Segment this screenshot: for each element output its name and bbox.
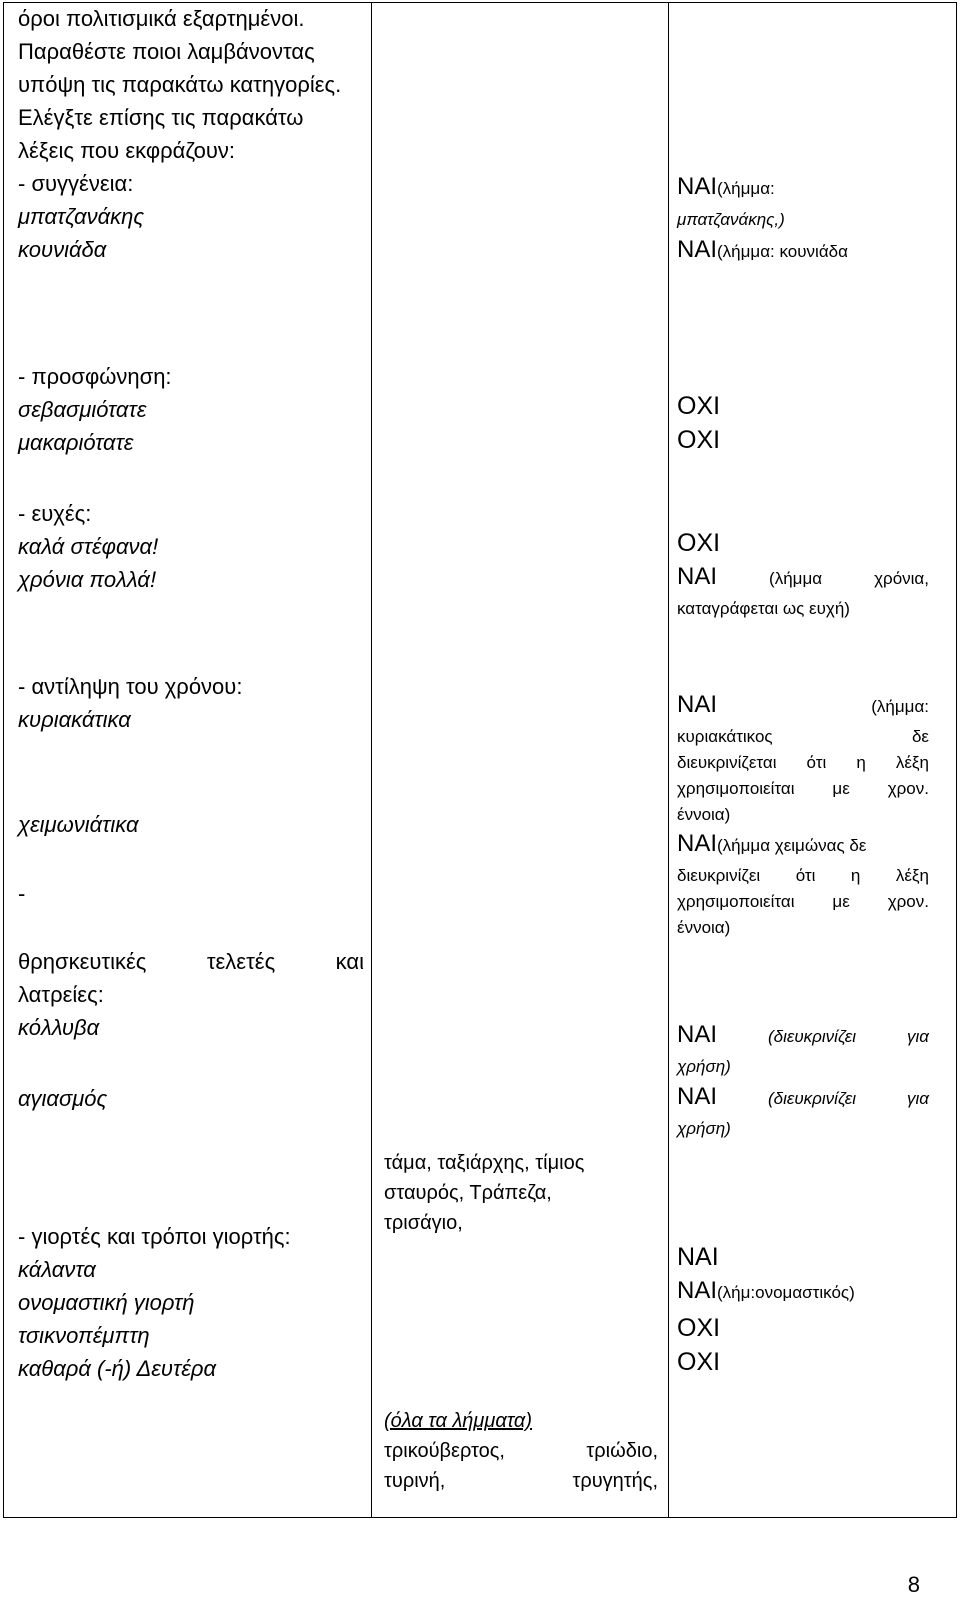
answer-note: (λήμμα: [769, 569, 823, 588]
answer-row: [677, 750, 929, 776]
all-entries-note: (όλα τα λήμματα): [384, 1410, 532, 1432]
answer-note: για: [907, 1089, 929, 1108]
text-row: [384, 1466, 658, 1496]
kinship-answers: [677, 170, 929, 270]
text-line: σταυρός, Τράπεζα,: [384, 1182, 552, 1204]
sunday-answer: [677, 688, 929, 941]
feasts-label: - γιορτές και τρόποι γιορτής:: [18, 1224, 291, 1249]
answer-row: [677, 1018, 929, 1054]
religion-section: [18, 945, 364, 1044]
religion-word: κόλλυβα: [18, 1015, 100, 1040]
text-row: [384, 1436, 658, 1466]
text-line: τάμα, ταξιάρχης, τίμιος: [384, 1152, 585, 1174]
answer-no: ΟΧΙ: [677, 1348, 721, 1376]
religion-word: αγιασμός: [18, 1086, 108, 1111]
text-word: η: [856, 753, 866, 772]
religion-answers: [677, 1018, 929, 1142]
feast-word: κάλαντα: [18, 1257, 96, 1282]
text-word: τρικούβερτος,: [384, 1440, 505, 1462]
text-word: δε: [911, 727, 929, 746]
kinship-word: μπατζανάκης: [18, 204, 145, 229]
answer-yes: ΝΑΙ: [677, 173, 718, 200]
answer-row: [677, 724, 929, 750]
text-line: Παραθέστε ποιοι λαμβάνοντας: [18, 39, 315, 64]
text-line: όροι πολιτισμικά εξαρτημένοι.: [18, 6, 305, 31]
answer-yes: ΝΑΙ: [677, 691, 718, 718]
answer-note: χρήση): [677, 1057, 731, 1076]
text-word: τρυγητής,: [572, 1470, 658, 1492]
answer-row: [677, 1080, 929, 1116]
text-word: θρησκευτικές: [18, 949, 147, 974]
text-word: ότι: [806, 753, 827, 772]
feast-word: καθαρά (-ή) Δευτέρα: [18, 1356, 217, 1381]
answer-no: ΟΧΙ: [677, 1314, 721, 1342]
answer-yes: ΝΑΙ: [677, 1021, 718, 1048]
wishes-word: καλά στέφανα!: [18, 534, 159, 559]
answer-note: καταγράφεται ως ευχή): [677, 599, 850, 618]
text-line: λατρείες:: [18, 982, 104, 1007]
text-word: χρησιμοποιείται: [677, 892, 795, 911]
answer-note: χρήση): [677, 1119, 731, 1138]
feast-word: τσικνοπέμπτη: [18, 1323, 150, 1348]
text-word: με: [832, 892, 850, 911]
text-word: διευκρινίζει: [677, 866, 761, 885]
feasts-section: [18, 1220, 364, 1385]
answer-yes: ΝΑΙ: [677, 236, 718, 263]
column-divider: [371, 3, 372, 1517]
answer-row: [677, 233, 929, 270]
text-word: κυριακάτικος: [677, 727, 773, 746]
text-word: τριώδιο,: [586, 1440, 658, 1462]
answer-row: [677, 1274, 929, 1311]
answer-note: για: [907, 1027, 929, 1046]
answer-yes: ΝΑΙ: [677, 1243, 719, 1271]
text-word: με: [832, 779, 850, 798]
answer-yes: ΝΑΙ: [677, 1083, 718, 1110]
answer-row: [677, 863, 929, 889]
intro-text: [18, 2, 364, 266]
answer-yes: ΝΑΙ: [677, 1277, 718, 1304]
answer-row: [677, 776, 929, 802]
answer-no: ΟΧΙ: [677, 529, 721, 557]
time-label: [18, 670, 364, 736]
column-divider: [668, 3, 669, 1517]
kinship-word: κουνιάδα: [18, 237, 107, 262]
middle-block-1: [384, 1148, 658, 1238]
answer-note: (διευκρινίζει: [767, 1089, 857, 1108]
address-section: [18, 360, 364, 459]
text-word: τελετές: [206, 949, 276, 974]
answer-row: [677, 889, 929, 915]
text-line: τρισάγιο,: [384, 1212, 463, 1234]
text-word: λέξη: [895, 753, 929, 772]
answer-no: ΟΧΙ: [677, 426, 721, 454]
answer-yes: ΝΑΙ: [677, 563, 718, 590]
wishes-section: [18, 497, 364, 596]
kinship-label: - συγγένεια:: [18, 171, 134, 196]
text-word: χρησιμοποιείται: [677, 779, 795, 798]
answer-note: (διευκρινίζει: [767, 1027, 857, 1046]
answer-row: [677, 560, 929, 596]
answer-note: έννοια): [677, 918, 731, 937]
answer-note: (λήμμα:: [717, 179, 775, 198]
religion-label-row: [18, 945, 364, 978]
wishes-word: χρόνια πολλά!: [18, 567, 157, 592]
address-word: σεβασμιότατε: [18, 397, 147, 422]
text-word: ότι: [795, 866, 816, 885]
answer-note: μπατζανάκης,): [677, 210, 785, 229]
answer-note: (λήμμα:: [871, 697, 929, 716]
wishes-label: - ευχές:: [18, 501, 92, 526]
time-word: κυριακάτικα: [18, 707, 131, 732]
answer-row: [677, 828, 929, 863]
time-word: χειμωνιάτικα: [18, 812, 139, 837]
answer-no: ΟΧΙ: [677, 392, 721, 420]
text-line: Ελέγξτε επίσης τις παρακάτω: [18, 105, 304, 130]
text-word: χρον.: [887, 779, 929, 798]
text-word: χρον.: [887, 892, 929, 911]
dash: -: [18, 881, 26, 906]
feast-word: ονομαστική γιορτή: [18, 1290, 195, 1315]
answer-yes: ΝΑΙ: [677, 830, 718, 857]
address-word: μακαριότατε: [18, 430, 134, 455]
text-line: - αντίληψη του χρόνου:: [18, 674, 243, 699]
middle-block-2: [384, 1406, 658, 1496]
text-word: και: [335, 949, 364, 974]
text-word: διευκρινίζεται: [677, 753, 777, 772]
answer-row: [677, 170, 929, 207]
wish-answer: [677, 560, 929, 622]
text-word: η: [850, 866, 861, 885]
text-word: τυρινή,: [384, 1470, 446, 1492]
page-number: 8: [907, 1572, 920, 1597]
text-line: λέξεις που εκφράζουν:: [18, 138, 235, 163]
answer-note: χρόνια,: [874, 569, 929, 588]
address-label: - προσφώνηση:: [18, 364, 172, 389]
text-line: υπόψη τις παρακάτω κατηγορίες.: [18, 72, 342, 97]
answer-row: [677, 688, 929, 724]
answer-note: (λήμμα: κουνιάδα: [717, 242, 848, 261]
feast-answers: [677, 1240, 929, 1379]
answer-note: (λήμμα χειμώνας δε: [717, 836, 867, 855]
answer-note: έννοια): [677, 805, 731, 824]
answer-note: (λήμ:ονομαστικός): [717, 1283, 855, 1302]
text-word: λέξη: [895, 866, 929, 885]
